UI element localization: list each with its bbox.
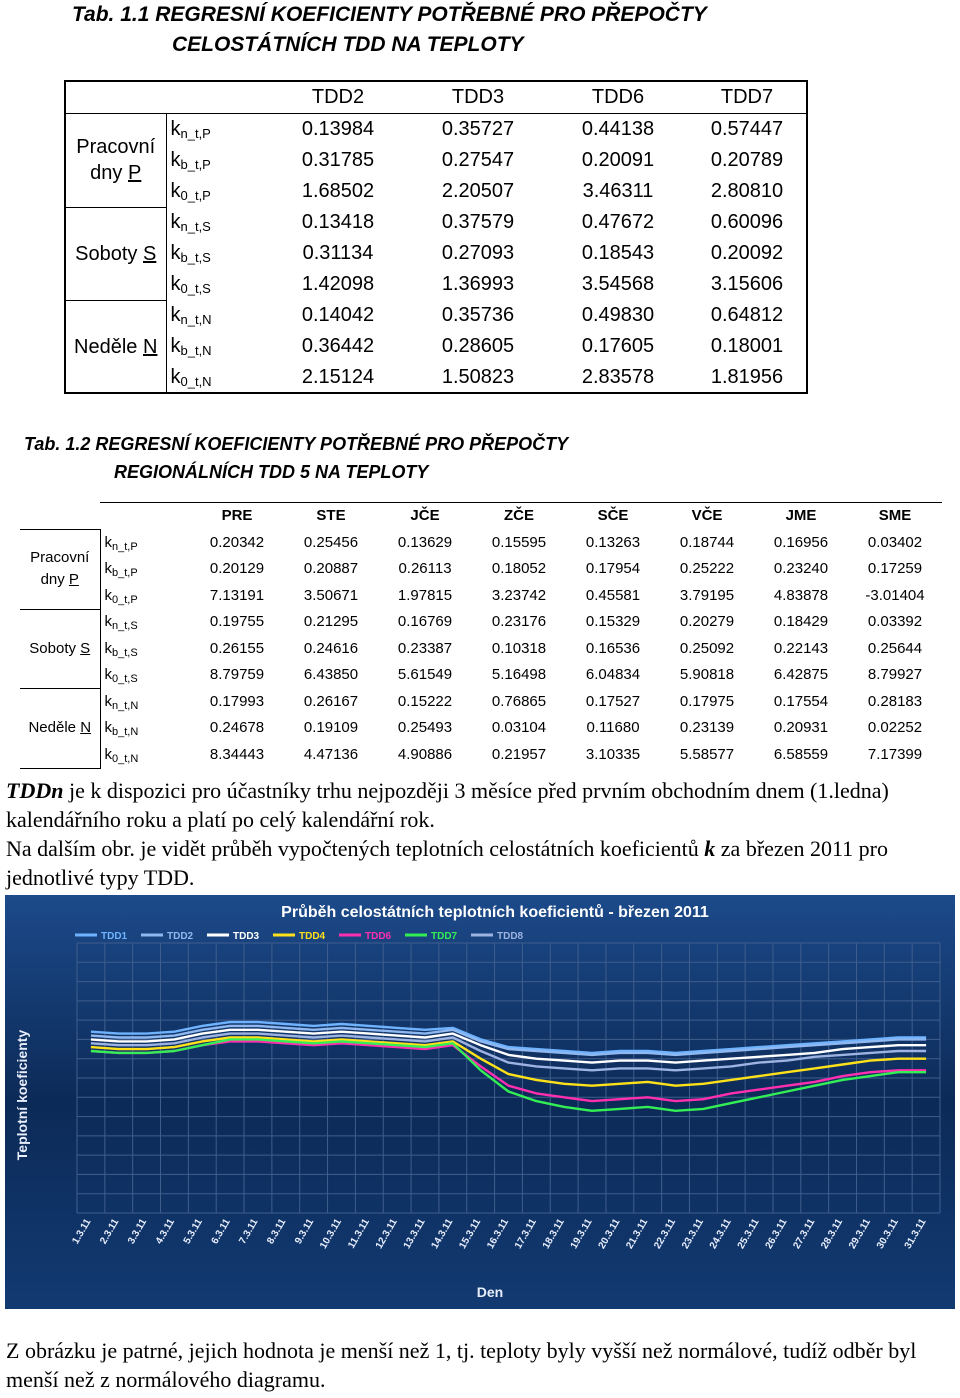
table-cell: 0.19109 [303,719,359,736]
table-row [20,636,942,663]
table1-header-row [66,82,806,114]
table-cell: 0.57447 [688,114,806,146]
table1-caption [72,0,707,60]
table-cell: 0.36442 [301,335,375,357]
table-cell: 5.90818 [679,666,735,683]
table-cell: 0.13263 [585,533,641,551]
x-tick-label: 23.3.11 [680,1217,706,1251]
table-cell: 5.61549 [397,666,453,683]
table-cell: 0.15595 [491,533,547,551]
x-tick-label: 6.3.11 [209,1217,233,1247]
table-cell: 0.19755 [209,613,265,630]
coef-label: $k_{0\_t,P}$ [104,586,138,606]
table-cell: 0.18001 [710,335,784,357]
table-cell: 0.13984 [268,114,408,146]
table-cell: 0.16536 [585,639,641,657]
x-tick-label: 10.3.11 [318,1217,345,1251]
coef-label: $k_{0\_t,S}$ [170,273,211,296]
table-row [20,689,942,716]
table-cell: 0.31134 [302,242,374,264]
coef-label: $k_{n\_t,P}$ [166,114,268,146]
table-cell: 0.35727 [408,114,548,146]
coef-label: $k_{b\_t,P}$ [104,560,138,579]
table-cell: 0.25222 [679,560,735,577]
table-row [66,331,806,362]
legend-label-tdd8: TDD8 [497,931,524,942]
table1-grid [66,82,806,393]
x-tick-label: 7.3.11 [237,1217,261,1247]
table-cell: 8.34443 [209,745,265,763]
x-tick-label: 19.3.11 [568,1217,595,1251]
coef-label: $k_{b\_t,N}$ [170,335,212,358]
table-cell: 0.17527 [585,692,641,710]
table-cell: 0.22143 [773,639,829,657]
table1-col-header: TDD3 [451,86,505,108]
table-cell: 0.25456 [303,533,359,551]
table-row [20,556,942,583]
table-cell: 4.90886 [397,745,453,763]
table1-col-header: TDD7 [720,86,774,108]
coef-label: $k_{n\_t,P}$ [104,533,138,553]
table-cell: 2.80810 [710,180,784,202]
table-cell: 0.14042 [301,304,375,326]
chart-x-label: Den [476,1284,504,1300]
coef-label: $k_{0\_t,S}$ [104,666,138,685]
table-cell: 0.18052 [491,560,547,577]
x-tick-label: 3.3.11 [126,1217,150,1247]
table-cell: 0.64812 [710,304,784,326]
table-cell: 0.16956 [773,533,829,551]
table1-group-label-s: Soboty S [66,207,166,300]
table2-caption [24,430,568,486]
table-cell: 0.35736 [441,304,515,326]
table-cell: 5.58577 [679,745,735,763]
table2-col-header: PRE [190,503,284,530]
table-cell: 0.18543 [581,242,655,264]
table-cell: 0.10318 [491,639,547,657]
table2-col-header: SČE [566,503,660,530]
table-cell: 7.17399 [867,745,923,763]
coef-label: $k_{0\_t,N}$ [170,366,212,389]
table2-col-header: ZČE [472,503,566,530]
x-tick-label: 18.3.11 [540,1217,567,1251]
coef-label: $k_{b\_t,S}$ [104,639,138,659]
table2-header-row [20,503,942,530]
x-tick-label: 15.3.11 [457,1217,484,1251]
table-cell: 0.44138 [548,114,688,146]
table2-col-header: VČE [660,503,754,530]
table2-col-header: JČE [378,503,472,530]
paragraph-1-text-3: za březen 2011 pro jednotlivé typy TDD. [6,836,888,890]
x-tick-label: 27.3.11 [791,1217,818,1251]
x-tick-label: 25.3.11 [735,1217,762,1251]
table-row [20,742,942,769]
table-cell: 0.17975 [679,692,735,710]
table-cell: 0.25644 [867,639,923,657]
table-cell: 0.20279 [679,613,735,630]
table-cell: 0.25493 [397,719,453,736]
coef-label: $k_{n\_t,N}$ [170,304,212,327]
table-cell: 0.03104 [491,719,547,736]
paragraph-1 [6,776,956,892]
table-cell: 0.23387 [397,639,453,657]
table-cell: 1.50823 [441,366,515,388]
table-cell: 1.36993 [441,273,515,295]
table-cell: 0.11680 [586,719,640,736]
table-cell: 3.46311 [582,180,654,202]
table-cell: 0.02252 [867,719,923,736]
x-tick-label: 17.3.11 [513,1217,539,1251]
table-cell: 6.43850 [303,666,359,683]
x-tick-label: 4.3.11 [153,1217,178,1247]
table2-col-header: SME [848,503,942,530]
table-cell: 0.13418 [301,211,375,233]
table-cell: 0.20887 [303,560,359,577]
table-row [66,238,806,269]
table-cell: 0.21957 [491,745,547,763]
table-row [66,114,806,146]
chart-y-label: Teplotní koeficienty [14,1029,30,1161]
table-cell: 6.42875 [773,666,829,683]
table-cell: 3.10335 [585,745,641,763]
legend-label-tdd2: TDD2 [167,931,194,942]
table-row [66,145,806,176]
chart-title: Průběh celostátních teplotních koeficientů - březen 2011 [281,904,709,921]
table-cell: 0.23139 [679,719,735,736]
table-row [20,583,942,610]
table-cell: 0.24616 [303,639,359,657]
table2-group-label-n: Neděle N [20,689,100,769]
table1-group-label-p: Pracovní dny P [66,114,166,208]
table1-caption-line2: CELOSTÁTNÍCH TDD NA TEPLOTY [172,33,524,56]
table-cell: 4.47136 [303,745,359,763]
table-cell: 2.83578 [581,366,655,388]
table-row [20,609,942,636]
table-cell: 0.17605 [581,335,655,357]
legend-label-tdd6: TDD6 [365,931,392,942]
table-cell: 7.13191 [209,586,265,604]
table-cell: 3.54568 [581,273,655,295]
table-cell: 0.15329 [585,613,641,630]
x-tick-label: 26.3.11 [763,1217,790,1251]
x-tick-label: 11.3.11 [346,1217,372,1251]
table-cell: 3.50671 [303,586,359,604]
x-tick-label: 12.3.11 [373,1217,400,1251]
table-cell: 0.26155 [209,639,265,657]
coef-label: $k_{0\_t,P}$ [170,180,211,203]
table-cell: 0.20091 [581,149,655,171]
table-cell: 0.26167 [303,692,359,710]
table-cell: 0.37579 [441,211,515,233]
table-cell: 1.81956 [710,366,784,388]
table-cell: 0.20789 [710,149,784,171]
table-cell: 0.17259 [867,560,923,577]
table1-col-header: TDD6 [591,86,645,108]
table-row [66,269,806,300]
table-row [20,715,942,742]
paragraph-2: Z obrázku je patrné, jejich hodnota je menší než 1, tj. teploty byly vyšší než normálové, tudíž odběr byl menší než z normálového diagramu. [6,1338,917,1392]
paragraph-1-text-2: Na dalším obr. je vidět průběh vypočtených teplotních celostátních koeficientů [6,836,705,861]
table-cell: 3.15606 [710,273,784,295]
table-row [66,176,806,207]
x-tick-label: 5.3.11 [181,1217,205,1247]
x-tick-label: 30.3.11 [874,1217,901,1251]
table-cell: 1.42098 [301,273,375,295]
table-cell: 0.31785 [301,149,375,171]
table2-col-header: JME [754,503,848,530]
table-cell: 2.15124 [301,366,375,388]
table-cell: 0.26113 [398,560,452,577]
table-cell: 0.17554 [773,692,829,710]
coef-label: $k_{0\_t,N}$ [104,745,139,765]
table-cell: 1.97815 [397,586,453,604]
table2-group-label-s: Soboty S [20,609,100,689]
x-tick-label: 28.3.11 [819,1217,846,1251]
table-cell: 0.45581 [585,586,641,604]
term-k: k [704,836,716,861]
table-cell: 0.18744 [679,533,735,551]
x-tick-label: 8.3.11 [265,1217,289,1247]
x-tick-label: 21.3.11 [624,1217,651,1251]
x-tick-label: 22.3.11 [652,1217,679,1251]
coef-label: $k_{b\_t,S}$ [170,242,211,265]
table-cell: 0.27093 [441,242,515,264]
x-tick-label: 16.3.11 [485,1217,512,1251]
chart-background [5,895,955,1309]
legend-label-tdd7: TDD7 [431,931,458,942]
table2-caption-line2: REGIONÁLNÍCH TDD 5 NA TEPLOTY [114,462,429,482]
term-tddn: TDDn [6,778,64,803]
table-cell: 0.20342 [209,533,265,551]
table1-col-header: TDD2 [311,86,365,108]
table-cell: 4.83878 [773,586,829,604]
table-cell: 0.60096 [710,211,784,233]
paragraph-1-text: je k dispozici pro účastníky trhu nejpozději 3 měsíce před prvním obchodním dnem (1.ledna) kalendářního roku a platí po celý kalendářní rok. [6,778,889,832]
table-cell: 0.03392 [867,613,923,630]
coef-label: $k_{n\_t,S}$ [104,613,138,632]
table-cell: 3.79195 [679,586,735,604]
table2 [20,502,942,769]
table-cell: 0.28183 [867,692,923,710]
table-cell: 6.04834 [585,666,641,683]
table-row [66,362,806,393]
x-tick-label: 1.3.11 [70,1217,94,1247]
legend-label-tdd1: TDD1 [101,931,128,942]
coef-label: $k_{n\_t,N}$ [104,692,139,712]
x-tick-label: 2.3.11 [98,1217,122,1247]
x-tick-label: 13.3.11 [401,1217,428,1251]
table-cell: 0.17993 [209,692,265,710]
coef-label: $k_{b\_t,P}$ [170,149,211,172]
table-cell: 0.27547 [441,149,515,171]
table-cell: 6.58559 [773,745,829,763]
x-tick-label: 9.3.11 [293,1217,317,1247]
table2-caption-line1: Tab. 1.2 REGRESNÍ KOEFICIENTY POTŘEBNÉ PRO PŘEPOČTY [24,434,569,454]
table-cell: 0.15222 [397,692,453,710]
x-tick-label: 20.3.11 [596,1217,623,1251]
table-cell: 0.25092 [679,639,735,657]
coef-label: $k_{n\_t,S}$ [170,211,211,234]
table-cell: 0.23176 [491,613,547,630]
table-cell: 0.13629 [397,533,453,551]
table-cell: 0.18429 [773,613,829,630]
legend-label-tdd3: TDD3 [233,931,260,942]
table-cell: 2.20507 [441,180,515,202]
x-tick-label: 29.3.11 [847,1217,874,1251]
table-cell: 0.16769 [397,613,453,630]
x-tick-label: 31.3.11 [902,1217,929,1251]
table2-group-label-p: Pracovní dny P [20,530,100,610]
table-cell: 1.68502 [301,180,375,202]
line-chart [5,895,955,1309]
table-cell: 0.23240 [773,560,829,577]
table1-caption-line1: Tab. 1.1 REGRESNÍ KOEFICIENTY POTŘEBNÉ PRO PŘEPOČTY [72,3,707,26]
table-row [66,300,806,331]
table-cell: 0.24678 [209,719,265,736]
x-tick-label: 14.3.11 [429,1217,456,1251]
table-cell: 0.20092 [710,242,784,264]
table-row [20,530,942,557]
table-cell: 0.28605 [441,335,515,357]
table-cell: 0.03402 [867,533,923,551]
table-cell: 0.21295 [303,613,359,630]
table2-col-header: STE [284,503,378,530]
table-cell: 5.16498 [491,666,547,683]
table-cell: 0.49830 [581,304,655,326]
table-cell: 8.79927 [867,666,923,683]
table-cell: 0.17954 [585,560,641,577]
coef-label: $k_{b\_t,N}$ [104,719,139,738]
table-cell: 0.47672 [581,211,655,233]
legend-label-tdd4: TDD4 [299,931,326,942]
table1-group-label-n: Neděle N [66,300,166,393]
table-cell: 0.20931 [773,719,829,736]
table1 [64,80,808,394]
table-row [66,207,806,238]
table-cell: 0.76865 [491,692,547,710]
table-cell: 8.79759 [209,666,265,683]
table-cell: 3.23742 [491,586,547,604]
table-cell: -3.01404 [865,586,925,604]
x-tick-label: 24.3.11 [707,1217,734,1251]
table-cell: 0.20129 [209,560,265,577]
table-row [20,662,942,689]
